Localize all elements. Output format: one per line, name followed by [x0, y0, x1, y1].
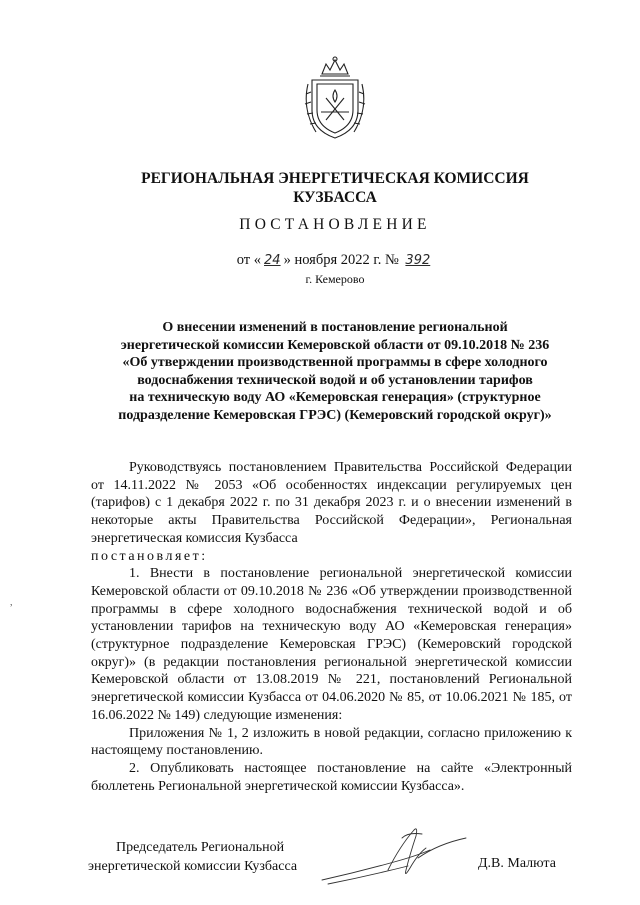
subject-line: «Об утверждении производственной программы в сфере холодного: [122, 355, 548, 371]
handwritten-signature: [318, 818, 478, 892]
margin-mark: ,: [10, 597, 13, 608]
organization-line-1: РЕГИОНАЛЬНАЯ ЭНЕРГЕТИЧЕСКАЯ КОМИССИЯ: [141, 170, 529, 187]
coat-of-arms-emblem: [300, 54, 370, 142]
signatory-position-line-2: энергетической комиссии Кузбасса: [88, 859, 298, 874]
organization-line-2: КУЗБАССА: [293, 189, 377, 206]
item-1-sub-paragraph: Приложения № 1, 2 изложить в новой редакции, согласно приложению к настоящему постановлению.: [91, 725, 572, 759]
subject-line: О внесении изменений в постановление региональной: [162, 320, 508, 335]
document-subject: [72, 319, 598, 425]
subject-line: водоснабжения технической водой и об установлении тарифов: [137, 372, 533, 388]
subject-line: энергетической комиссии Кемеровской области от 09.10.2018 № 236: [120, 337, 550, 353]
signatory-position: [88, 838, 297, 876]
date-middle: » ноября 2022 г. №: [283, 252, 403, 268]
decides-word: постановляет:: [91, 548, 208, 564]
organization-name: [40, 169, 630, 207]
subject-line: подразделение Кемеровская ГРЭС) (Кемеровский городской округ)»: [118, 407, 552, 423]
document-number-handwritten: 392: [405, 253, 431, 268]
date-day-handwritten: 24: [264, 253, 281, 268]
document-body: [91, 459, 572, 795]
item-1-paragraph: 1. Внести в постановление региональной энергетической комиссии Кемеровской области от 09.10.2018 № 236 «Об утверждении производственной программы в сфере холодного водоснабжения технической водой и об установлении тарифов на техническую воду АО «Кемеровская генерация» (структурное подразделение Кемеровская ГРЭС) (Кемеровский городской округ)» (в редакции постановления региональной энергетической комиссии Кемеровской области от 13.08.2019 № 221, постановлений Региональной энергетической комиссии Кузбасса от 04.06.2020 № 85, от 10.06.2021 № 185, от 16.06.2022 № 149) следующие изменения:: [91, 566, 572, 723]
document-type: ПОСТАНОВЛЕНИЕ: [239, 216, 431, 233]
signatory-position-line-1: Председатель Региональной: [116, 840, 285, 855]
preamble-paragraph: Руководствуясь постановлением Правительства Российской Федерации от 14.11.2022 № 2053 «Об особенностях индексации регулируемых цен (тарифов) с 1 декабря 2022 г. по 31 декабря 2023 г. и о внесении изменений в некоторые акты Правительства Российской Федерации», Региональная энергетическая комиссия Кузбасса: [91, 460, 572, 546]
subject-line: на техническую воду АО «Кемеровская генерация» (структурное: [129, 390, 541, 406]
signatory-name: Д.В. Малюта: [478, 856, 556, 871]
city: г. Кемерово: [305, 272, 365, 286]
item-2-paragraph: 2. Опубликовать настоящее постановление на сайте «Электронный бюллетень Региональной энергетической комиссии Кузбасса».: [91, 760, 572, 794]
date-prefix: от «: [236, 252, 262, 268]
date-line: [40, 252, 630, 269]
